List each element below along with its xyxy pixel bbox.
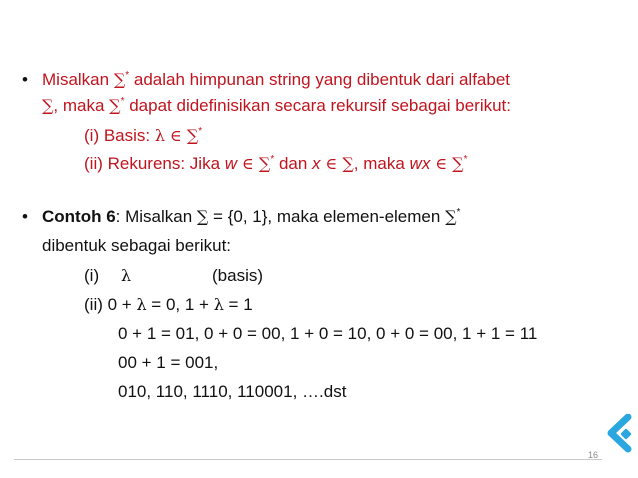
example-strings-line-1: 0 + 1 = 01, 0 + 0 = 00, 1 + 0 = 10, 0 + 0 = 00, 1 + 1 = 11: [118, 324, 538, 343]
basis-line: [84, 126, 202, 146]
example-strings-line-2: 00 + 1 = 001,: [118, 353, 219, 372]
kleene-star: *: [125, 70, 130, 81]
example-basis-note: (basis): [212, 266, 264, 285]
sigma-symbol: ∑: [258, 154, 271, 173]
definition-line-2: [42, 96, 511, 116]
example-line-1: [42, 207, 460, 227]
text-recurrence-2: = 0, 1 +: [146, 295, 214, 314]
kleene-star: *: [198, 126, 203, 137]
sigma-symbol: ∑: [452, 154, 464, 173]
element-of-symbol: ∈: [435, 154, 448, 173]
lambda-symbol: λ: [121, 266, 132, 285]
text-maka: , maka: [353, 154, 410, 173]
kleene-star: *: [463, 154, 468, 165]
text-dan: dan: [274, 154, 313, 173]
var-w: w: [224, 154, 238, 173]
text-alphabet-def: = {0, 1}, maka elemen-elemen: [208, 207, 446, 226]
text-recurrence-1: (ii) 0 +: [84, 295, 137, 314]
kleene-star: *: [270, 154, 275, 165]
sigma-symbol: ∑: [42, 96, 54, 115]
text-basis: (i) Basis:: [84, 126, 155, 145]
footer-divider: [14, 459, 602, 460]
kleene-star: *: [456, 207, 461, 218]
example-recurrence-line: [84, 295, 253, 315]
text-recurrence-3: = 1: [223, 295, 253, 314]
kleene-star: *: [120, 96, 125, 107]
lambda-symbol: λ: [154, 126, 165, 145]
var-wx: wx: [409, 154, 431, 173]
sigma-symbol: ∑: [342, 154, 354, 173]
bullet-2: •: [22, 207, 28, 226]
recurrence-line: [84, 154, 468, 174]
definition-line-1: [42, 70, 510, 90]
element-of-symbol: ∈: [169, 126, 182, 145]
element-of-symbol: ∈: [325, 154, 338, 173]
text-maka: , maka: [53, 96, 110, 115]
sigma-symbol: ∑: [109, 96, 121, 115]
text-misalkan: Misalkan: [42, 70, 114, 89]
var-x: x: [312, 154, 321, 173]
text-definition-2: dapat didefinisikan secara rekursif sebagai berikut:: [124, 96, 511, 115]
bullet-1: •: [22, 70, 28, 89]
example-strings-line-3: 010, 110, 1110, 110001, ….dst: [118, 382, 347, 401]
page-number: 16: [588, 450, 599, 460]
text-misalkan: : Misalkan: [115, 207, 197, 226]
sigma-symbol: ∑: [186, 126, 199, 145]
sigma-symbol: ∑: [113, 70, 126, 89]
example-line-2: dibentuk sebagai berikut:: [42, 236, 232, 255]
brand-logo-icon: [601, 414, 633, 456]
lambda-symbol: λ: [213, 295, 224, 314]
sigma-symbol: ∑: [445, 207, 457, 226]
text-definition-1: adalah himpunan string yang dibentuk dari alfabet: [129, 70, 511, 89]
sigma-symbol: ∑: [196, 207, 209, 226]
text-rekurens: (ii) Rekurens: Jika: [84, 154, 225, 173]
example-basis-label: (i): [84, 266, 100, 285]
element-of-symbol: ∈: [242, 154, 254, 173]
example-title: Contoh 6: [42, 207, 116, 226]
lambda-symbol: λ: [136, 295, 147, 314]
